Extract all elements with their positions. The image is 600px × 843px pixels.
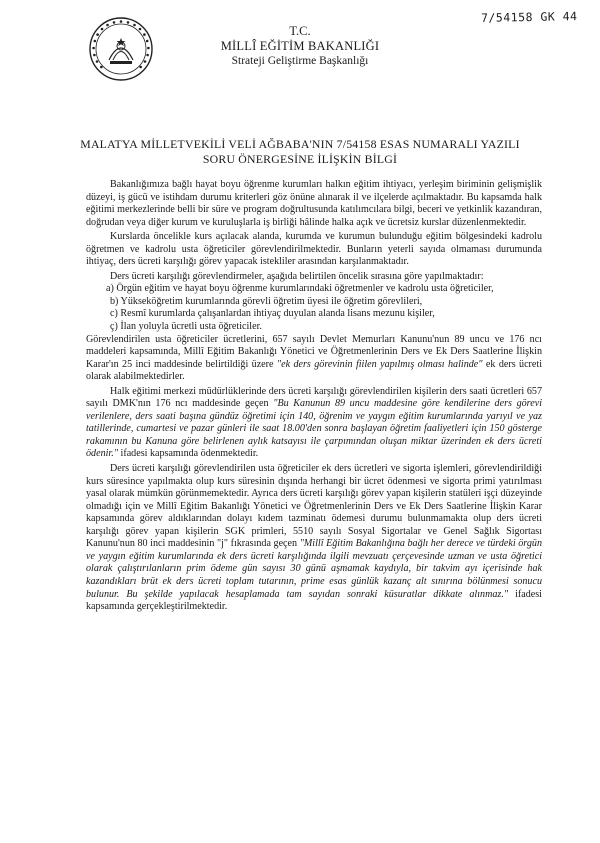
paragraph-6-tail: ifadesi kapsamında gerçekleştirilmektedir. (86, 588, 542, 613)
paragraph-3: Ders ücreti karşılığı görevlendirmeler, aşağıda belirtilen öncelik sırasına göre yapılmaktadır: (110, 270, 484, 282)
letterhead (0, 24, 600, 69)
paragraph-4-tail: ek ders ücreti olarak alabilmektedirler. (86, 358, 543, 383)
list-item-a: a) Örgün eğitim ve hayat boyu öğrenme kurumlarındaki öğretmenler ve kadrolu usta öğreticiler, (106, 283, 494, 295)
paragraph-6-quote: "Millî Eğitim Bakanlığına bağlı her derece ve türdeki örgün ve yaygın eğitim kurumlarında ek ders ücreti karşılığında ilgili mevzuatı çerçevesinde uzman ve usta öğretici olarak çalıştırılanların prim ödeme gün sayısı 30 günü aşmamak kaydıyla, bir takvim ayı içerisinde hak kazandıkları brüt ek ders ücreti toplam tutarının, prime esas günlük kazanç alt sınırına bölünmesi sonucu bulunur. Bu şekilde yapılacak hesaplamada tam sayıdan sonraki küsuratlar dikkate alınmaz." (86, 538, 542, 600)
paragraph-5-tail: ifadesi kapsamında ödenmektedir. (118, 448, 259, 460)
paragraph-6-text: Ders ücreti karşılığı görevlendirilen usta öğreticiler ek ders ücretleri ve sigorta işlemleri, görevlendirildiği kurs süresince yapılmakta olup kurs süresinin dışında herhangi bir ücret ödenmesi ve sigorta primi yatırılması yasal olarak mümkün görünmemektedir. Ayrıca ders ücreti karşılığı görev yapan kişilerin statüleri işçi düzeyinde olmadığı için ve Millî Eğitim Bakanlığı Yönetici ve Öğretmenlerinin Ders ve Ek Ders Saatlerine İlişkin Karar kapsamında görev aldıklarından dolayı kıdem tazminatı ödemesi durumu bulunmamakta olup ders ücreti karşılığı görev yapan kişilerin SGK primleri, 5510 sayılı Sosyal Sigortalar ve Genel Sağlık Sigortası Kanunu'nun 80 inci maddesinin "j" fıkrasında geçen (86, 463, 542, 550)
paragraph-5-text: Halk eğitimi merkezi müdürlüklerinde ders ücreti karşılığı görevlendirilen kişilerin ders saati ücretleri 657 sayılı DMK'nın 176 ncı maddesinde geçen (86, 385, 542, 410)
document-title (60, 137, 540, 167)
letterhead-department: Strateji Geliştirme Başkanlığı (231, 55, 369, 67)
paragraph-5 (86, 386, 542, 461)
paragraph-4 (86, 334, 542, 384)
paragraph-5-quote: "Bu Kanunun 89 uncu maddesine göre kendilerine ders görevi verilenlere, ders saati başına gündüz öğretimi için 140, öğrenim ve yaygın eğitim kurumlarında yarıyıl ve yaz tatillerinde, cumartesi ve pazar günleri ile saat 18.00'den sonra başlayan öğretim faaliyetleri için 150 gösterge rakamının bu Kanuna göre belirlenen aylık katsayısı ile çarpımından oluşan miktar üzerinden ek ders ücreti ödenir." (86, 398, 542, 460)
paragraph-4-quote: "ek ders görevinin fiilen yapılmış olması halinde" (276, 358, 483, 370)
document-title-line-2: SORU ÖNERGESİNE İLİŞKİN BİLGİ (202, 152, 398, 166)
paragraph-1: Bakanlığımıza bağlı hayat boyu öğrenme kurumları halkın eğitim ihtiyacı, yerleşim biriminin gelişmişlik düzeyi, iş gücü ve istihdam durumu kriterleri göz önüne alınarak il ve ilçelerde açılmaktadır. Bu kapsamda halk eğitimi merkezlerinde belli bir süre ve program doğrultusunda katılımcılara bilgi, beceri ve yetkinlik kazandıran, doğrudan veya diğer kurum ve kuruluşlarla iş birliği hâlinde halka açık ve ücretsiz kurslar düzenlenmektedir. (86, 179, 542, 228)
list-item-d: ç) İlan yoluyla ücretli usta öğreticiler. (110, 321, 262, 333)
handwritten-reference-note: 7/54158 GK 44 (481, 9, 579, 25)
paragraph-4-text: Görevlendirilen usta öğreticiler ücretlerini, 657 sayılı Devlet Memurları Kanunu'nun 89 uncu ve 176 ncı maddeleri kapsamında, Millî Eğitim Bakanlığı Yönetici ve Öğretmenlerinin Ders ve Ek Ders Saatlerine İlişkin Karar'ın 25 inci maddesinde belirtildiği üzere (86, 333, 542, 370)
list-item-b: b) Yükseköğretim kurumlarında görevli öğretim üyesi ile öğretim görevlileri, (110, 295, 423, 307)
document-title-line-1: MALATYA MİLLETVEKİLİ VELİ AĞBABA'NIN 7/54158 ESAS NUMARALI YAZILI (80, 137, 520, 151)
list-item-c: c) Resmî kurumlarda çalışanlardan ihtiyaç duyulan alanda lisans mezunu kişiler, (110, 308, 435, 320)
paragraph-2: Kurslarda öncelikle kurs açılacak alanda, kurumda ve kurumun bulunduğu eğitim bölgesindeki kadrolu öğretmen ve kadrolu usta öğreticiler görevlendirilmektedir. Bunların yeterli sayıda olmaması durumunda ihtiyaç, ders ücreti karşılığı görev yapacak istekliler arasından karşılanmaktadır. (86, 231, 542, 268)
letterhead-ministry: MİLLÎ EĞİTİM BAKANLIĞI (220, 39, 380, 53)
document-body (86, 179, 542, 616)
paragraph-6 (86, 463, 542, 614)
letterhead-country: T.C. (289, 24, 311, 38)
